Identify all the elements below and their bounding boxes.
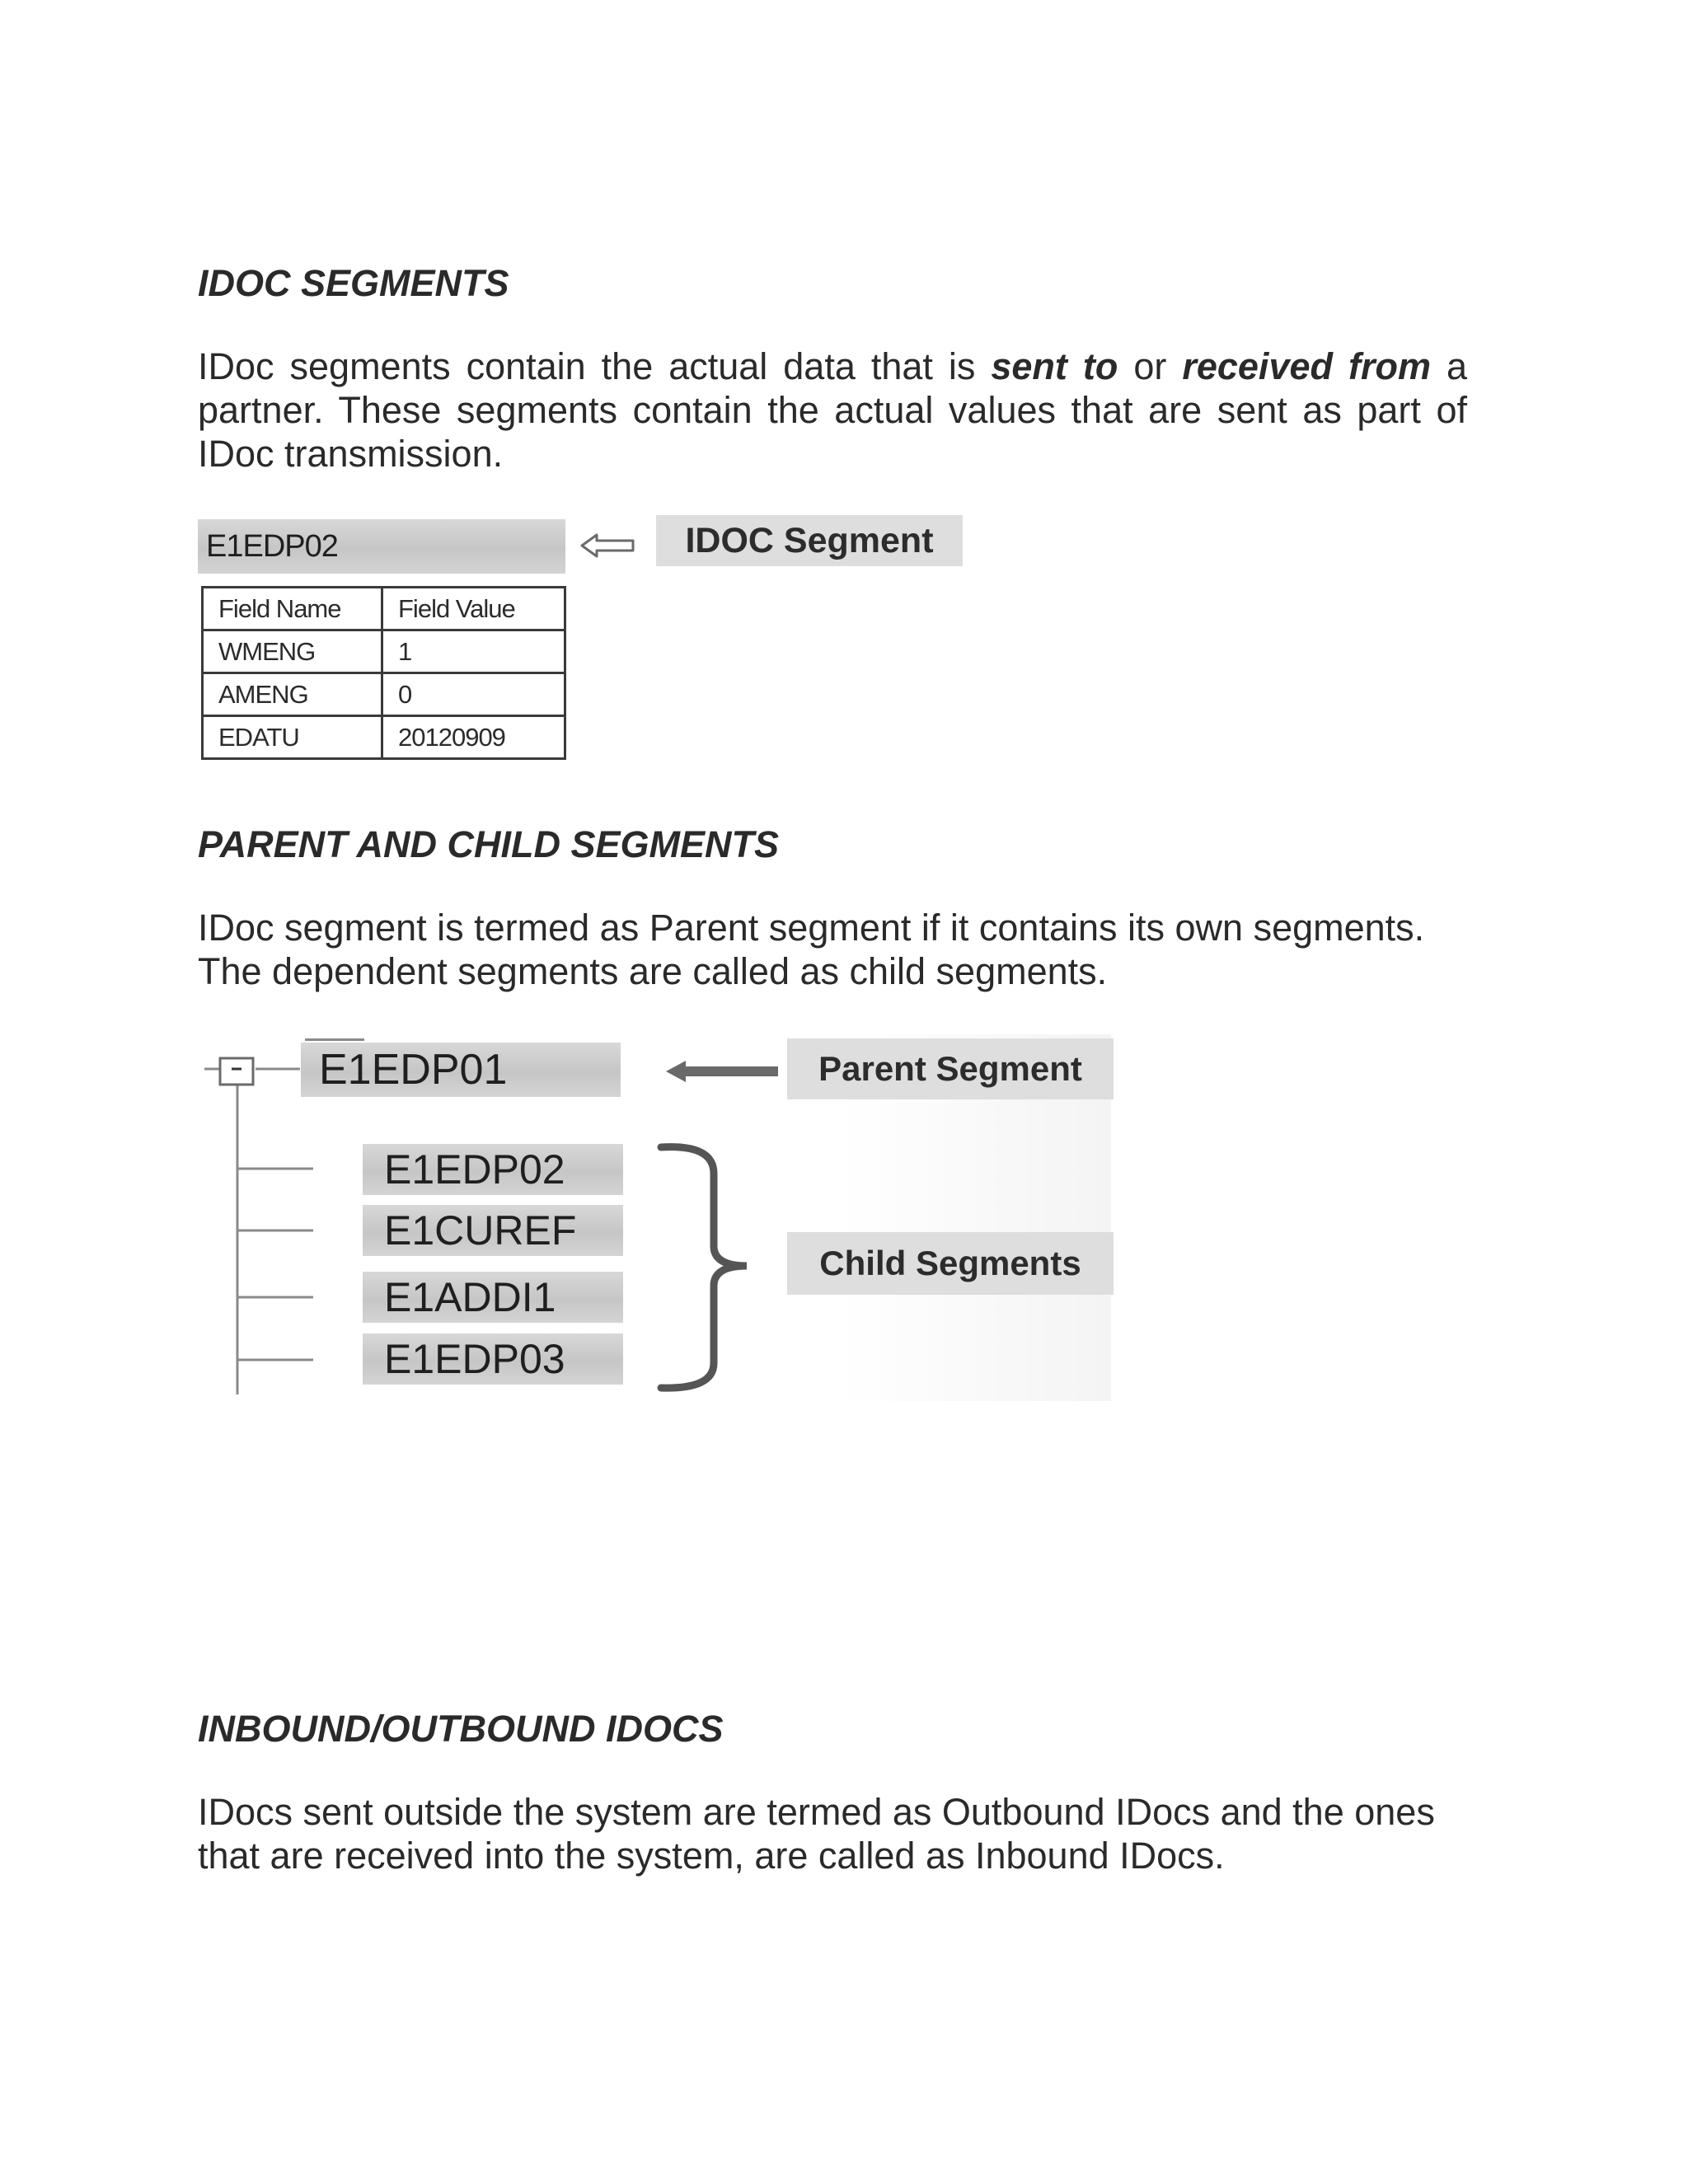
solid-left-arrow-icon [664,1057,780,1085]
child-segment-bar: E1EDP03 [363,1333,623,1385]
table-cell: WMENG [203,630,382,673]
section-paragraph-inbound-outbound: IDocs sent outside the system are termed as Outbound IDocs and the ones that are received into the system, are called as Inbound IDocs. [198,1791,1435,1877]
parent-segment-bar: E1EDP01 [301,1043,621,1097]
table-header-row [203,588,565,630]
hollow-left-arrow-icon [580,532,635,560]
table-cell: AMENG [203,673,382,716]
idoc-segment-name-bar: E1EDP02 [198,519,565,574]
section-paragraph-idoc-segments [198,344,1467,476]
table-row [203,673,565,716]
table-cell: 1 [382,630,565,673]
child-segment-bar: E1ADDI1 [363,1272,623,1323]
child-segment-bar: E1EDP02 [363,1144,623,1195]
table-row [203,716,565,759]
table-header-cell: Field Name [203,588,382,630]
section-heading-inbound-outbound: INBOUND/OUTBOUND IDOCS [198,1708,724,1750]
section-heading-parent-child: PARENT AND CHILD SEGMENTS [198,823,780,865]
parent-segment-label: Parent Segment [787,1038,1114,1099]
table-cell: EDATU [203,716,382,759]
paragraph-text: or [1118,345,1183,387]
segment-fields-table [201,586,566,760]
idoc-segment-label: IDOC Segment [656,515,963,566]
child-segment-bar: E1CUREF [363,1205,623,1256]
collapse-minus-icon[interactable] [218,1053,256,1086]
section-heading-idoc-segments: IDOC SEGMENTS [198,262,509,304]
section-paragraph-parent-child: IDoc segment is termed as Parent segment if it contains its own segments. The dependent segments are called as child segments. [198,907,1425,992]
child-segments-label: Child Segments [787,1232,1114,1295]
table-row [203,630,565,673]
right-brace-icon [656,1141,755,1396]
table-cell: 0 [382,673,565,716]
table-header-cell: Field Value [382,588,565,630]
paragraph-text: IDoc segments contain the actual data that is [198,345,992,387]
table-cell: 20120909 [382,716,565,759]
emphasis-received-from: received from [1182,345,1431,387]
tree-connector-line [305,1038,364,1041]
tree-connector-lines [198,1038,313,1401]
emphasis-sent-to: sent to [991,345,1118,387]
paragraph-text: a partner. These segments contain the actual values that are sent as part of IDoc transmission. [198,345,1467,475]
